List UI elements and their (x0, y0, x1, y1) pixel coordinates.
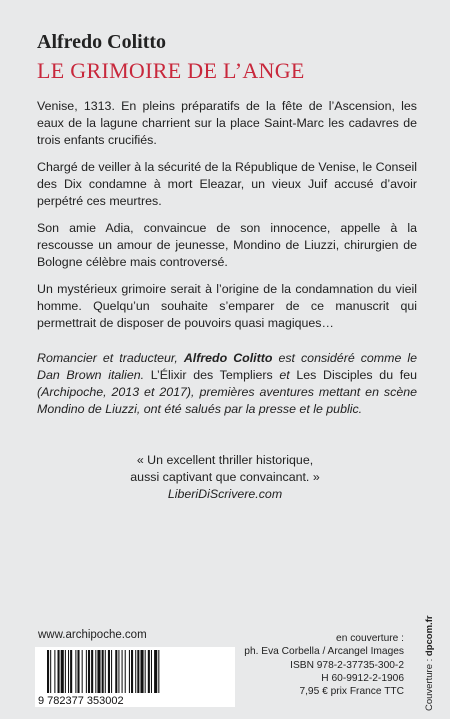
publisher-website: www.archipoche.com (38, 629, 147, 641)
quote-source: LiberiDiScrivere.com (167, 487, 283, 501)
credit-line: 7,95 € prix France TTC (299, 686, 404, 698)
side-credit-value: dpcom.fr (424, 615, 435, 657)
bio-book-title: Les Disciples du feu (296, 368, 418, 382)
isbn-barcode (35, 647, 235, 707)
quote-line: « Un excellent thriller historique, (136, 453, 314, 467)
bio-book-title: L’Élixir des Templiers (150, 368, 273, 382)
barcode-digits: 9 782377 353002 (38, 695, 124, 707)
synopsis-paragraph: Chargé de veiller à la sécurité de la République de Venise, le Conseil des Dix condamne à mort Eleazar, un vieux Juif accusé d’avoir perpétré ces meurtres. (37, 160, 417, 208)
synopsis-paragraph: Venise, 1313. En pleins préparatifs de la fête de l’Ascension, les eaux de la lagune charrient sur la place Saint-Marc les cadavres de trois enfants crucifiés. (37, 99, 417, 147)
bio-text: et (272, 368, 297, 382)
bio-intro: Romancier et traducteur, (37, 351, 184, 365)
quote-line: aussi captivant que convaincant. » (130, 470, 320, 484)
credit-line: H 60-9912-2-1906 (321, 672, 404, 684)
bio-text: est considéré comme le Dan Brown italien. (37, 351, 417, 382)
synopsis (37, 98, 417, 342)
author-name: Alfredo Colitto (37, 31, 167, 53)
cover-design-credit (424, 591, 438, 711)
credit-line: ISBN 978-2-37735-300-2 (290, 659, 404, 671)
bio-author: Alfredo Colitto (183, 351, 273, 365)
bio-text: (Archipoche, 2013 et 2017), premières aventures mettant en scène Mondino de Liuzzi, ont été salués par la presse et le public. (37, 385, 417, 416)
author-bio (37, 350, 417, 418)
credit-line: ph. Eva Corbella / Arcangel Images (244, 646, 404, 658)
synopsis-paragraph: Un mystérieux grimoire serait à l’origine de la condamnation du vieil homme. Quelqu’un souhaite s’emparer de ce manuscrit qui permettrait de disposer de pouvoirs quasi magiques… (37, 282, 417, 330)
synopsis-paragraph: Son amie Adia, convaincue de son innocence, appelle à la rescousse un amour de jeunesse, Mondino de Liuzzi, chirurgien de Bologne célèbre mais controversé. (37, 221, 417, 269)
book-title: LE GRIMOIRE DE L’ANGE (37, 58, 305, 83)
press-quote (0, 452, 450, 503)
side-credit-label: Couverture : (424, 656, 435, 711)
publication-credits (244, 632, 404, 698)
credit-line: en couverture : (336, 633, 404, 644)
